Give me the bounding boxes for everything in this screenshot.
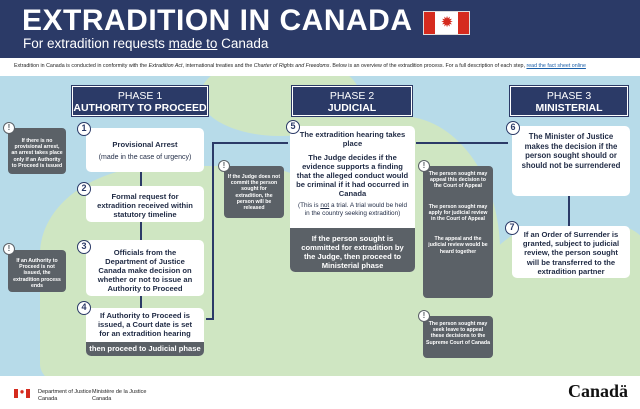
department-name-en: Department of Justice Canada <box>38 389 92 402</box>
step-4-text: If Authority to Proceed is issued, a Court date is set for an extradition hearing <box>97 311 193 338</box>
note-appeals-panel <box>423 166 493 298</box>
alert-icon: ! <box>3 243 15 255</box>
connector-line <box>212 142 288 144</box>
step-5-decision: The Judge decides if the evidence supports a finding that the alleged conduct would be criminal if it had occurred in Canada <box>296 153 409 198</box>
connector-line <box>140 222 142 240</box>
step-5-band: If the person sought is committed for extradition by the Judge, then proceed to Ministerial phase <box>290 228 415 272</box>
step-2-text: Formal request for extradition received within statutory timeline <box>97 192 193 219</box>
phase-2-header <box>292 86 412 116</box>
header-banner <box>0 0 640 58</box>
step-5-card <box>290 126 415 272</box>
step-6-number: 6 <box>506 121 520 135</box>
phase-1-header <box>72 86 208 116</box>
note-judicial-review: The person sought may apply for judicial review in the Court of Appeal <box>428 203 488 223</box>
step-1-card <box>86 128 204 172</box>
phase-1-label: PHASE 1 <box>117 90 163 102</box>
connector-line <box>212 142 214 320</box>
step-3-text: Officials from the Department of Justice Canada make decision on whether or not to issue an Authority to Proceed <box>97 248 193 293</box>
phase-2-name: JUDICIAL <box>327 102 377 114</box>
alert-icon: ! <box>418 310 430 322</box>
page-title: EXTRADITION IN CANADA <box>22 4 413 37</box>
step-5-note: (This is not a trial. A trial would be held in the country seeking extradition) <box>297 202 408 217</box>
footer <box>0 376 640 409</box>
alert-icon: ! <box>3 122 15 134</box>
step-5-number: 5 <box>286 120 300 134</box>
phase-2-label: PHASE 2 <box>329 90 375 102</box>
canada-flag-icon: ✹ <box>423 11 470 35</box>
alert-icon: ! <box>218 160 230 172</box>
step-4-band: then proceed to Judicial phase <box>86 342 204 356</box>
alert-icon: ! <box>418 160 430 172</box>
fact-sheet-link[interactable]: read the fact sheet online <box>526 63 586 69</box>
step-3-number: 3 <box>77 240 91 254</box>
step-5-heading: The extradition hearing takes place <box>299 130 406 148</box>
canada-wordmark-logo: Canadä <box>568 381 629 401</box>
phase-3-label: PHASE 3 <box>546 90 592 102</box>
step-1-title: Provisional Arrest <box>112 140 178 149</box>
page-subtitle: For extradition requests made to Canada <box>23 36 269 51</box>
step-6-text: The Minister of Justice makes the decision if the person sought should or should not be surrendered <box>521 132 621 170</box>
note-appeal: The person sought may appeal this decision to the Court of Appeal <box>428 171 488 190</box>
step-1-subtitle: (made in the case of urgency) <box>98 154 192 161</box>
step-1-number: 1 <box>77 122 91 136</box>
note-judge-release: If the Judge does not commit the person sought for extradition, the person will be released <box>224 166 284 218</box>
note-heard-together: The appeal and the judicial review would be heard together <box>428 236 488 255</box>
step-2-card <box>86 186 204 222</box>
step-7-text: If an Order of Surrender is granted, subject to judicial review, the person sought will be transferred to the extradition partner <box>522 230 620 276</box>
step-4-number: 4 <box>77 301 91 315</box>
note-no-authority: If an Authority to Proceed is not issued, the extradition process ends <box>8 250 66 292</box>
phase-3-name: MINISTERIAL <box>535 102 603 114</box>
step-7-number: 7 <box>505 221 519 235</box>
phase-3-header <box>510 86 628 116</box>
department-name-fr: Ministère de la Justice Canada <box>92 389 147 402</box>
canada-flag-icon: ✹ <box>14 389 30 398</box>
step-2-number: 2 <box>77 182 91 196</box>
connector-line <box>568 196 570 226</box>
step-6-card <box>512 126 630 196</box>
phase-1-name: AUTHORITY TO PROCEED <box>73 102 207 114</box>
note-supreme-court: The person sought may seek leave to appeal these decisions to the Supreme Court of Canada <box>423 316 493 358</box>
step-4-card <box>86 308 204 356</box>
connector-line <box>140 172 142 186</box>
step-7-card <box>512 226 630 278</box>
intro-text: Extradition in Canada is conducted in conformity with the Extradition Act, international treaties and the Charter of Rights and Freedoms. Below is an overview of the extradition process. For a full description of each step, read the fact sheet online <box>14 63 586 69</box>
connector-line <box>140 296 142 308</box>
connector-line <box>416 142 508 144</box>
step-3-card <box>86 240 204 296</box>
note-no-provisional-arrest: If there is no provisional arrest, an arrest takes place only if an Authority to Proceed is issued <box>8 128 66 174</box>
